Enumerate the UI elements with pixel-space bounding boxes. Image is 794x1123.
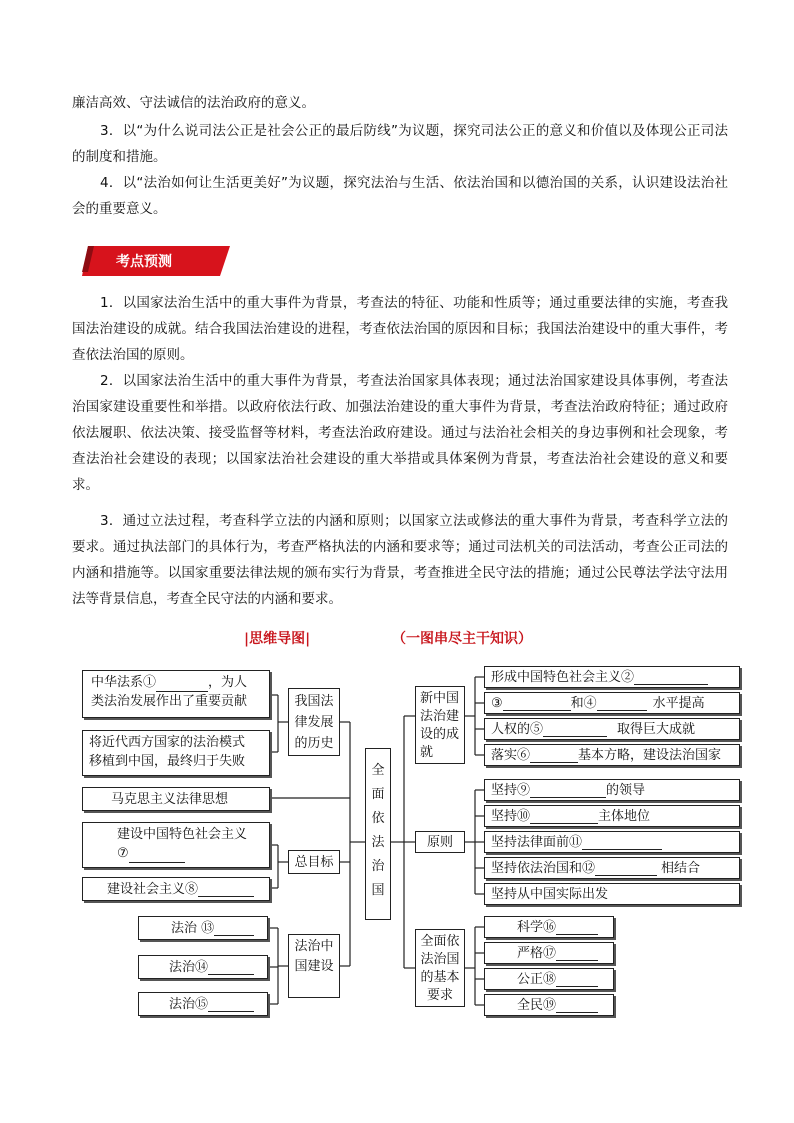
req-item-2 [484,942,614,964]
principle-item-4-a: 坚持依法治国和⑫ [491,860,596,876]
history-item-2 [82,730,270,776]
req-item-4 [484,994,614,1016]
mindmap-subtitle: （一图串尽主干知识） [392,631,532,647]
goal-item-1-a: 建设中国特色社会主义 [117,827,248,842]
prediction-1: 1．以国家法治生活中的重大事件为背景，考查法的特征、功能和性质等；通过重要法律的实施，考查我国法治建设的成就。结合我国法治建设的进程，考查依法治国的原因和目标；我国法治建设中的重大事件，考查依法治国的原则。 [72,295,728,363]
mindmap-title: |思维导图| [244,631,311,647]
build-item-2-text: 法治⑭ [169,959,209,975]
achieve-item-3-a: 人权的⑤ [491,721,544,737]
req-label: 全面依法治国的基本要求 [415,929,465,1007]
build-item-2 [138,955,268,979]
topic-3: 3．以“为什么说司法公正是社会公正的最后防线”为议题，探究司法公正的意义和价值以及体现公正司法的制度和措施。 [72,123,728,165]
principle-item-3-text: 坚持法律面前⑪ [491,834,583,850]
prediction-2: 2．以国家法治生活中的重大事件为背景，考查法治国家具体表现；通过法治国家建设具体事例，考查法治国家建设重要性和举措。以政府依法行政、加强法治建设的重大事件为背景，考查法治政府特征；通过政府依法履职、依法决策、接受监督等材料，考查法治政府建设。通过与法治社会相关的身边事例和社会现象，考查法治社会建设的表现；以国家法治社会建设的重大举措或具体案例为背景，考查法治社会建设的意义和要求。 [72,373,728,493]
goal-item-1 [82,822,270,868]
principle-item-3 [484,831,740,853]
achieve-item-4 [484,744,740,766]
principle-item-2-a: 坚持⑩ [491,808,531,824]
principle-label: 原则 [415,831,465,853]
build-item-1-text: 法治 ⑬ [171,920,215,936]
principle-item-5: 坚持从中国实际出发 [484,883,740,905]
achieve-item-3 [484,718,740,740]
req-item-4-text: 全民⑲ [517,997,557,1013]
req-item-3-text: 公正⑱ [517,971,557,987]
achieve-item-2 [484,692,740,714]
build-item-1 [138,916,268,940]
principle-item-1-a: 坚持⑨ [491,782,531,798]
achieve-item-2-a: ③ [491,695,503,711]
achieve-item-2-c: 水平提高 [652,695,705,711]
build-item-3 [138,992,268,1016]
goal-item-2 [82,877,270,901]
history-label: 我国法律发展的历史 [288,688,340,756]
history-item-1-a: 中华法系① [91,675,157,690]
principle-item-2 [484,805,740,827]
goal-item-1-b: ⑦ [117,846,129,861]
req-item-1-text: 科学⑯ [517,919,557,935]
principle-item-1 [484,779,740,801]
intro-tail: 廉洁高效、守法诚信的法治政府的意义。 [72,95,315,111]
achieve-label: 新中国法治建设的成就 [415,686,465,764]
center-node: 全面依法治国 [365,748,391,920]
achieve-item-4-b: 基本方略，建设法治国家 [578,747,722,763]
history-item-1 [82,670,270,718]
principle-item-4-b: 相结合 [661,860,701,876]
topic-4: 4．以“法治如何让生活更美好”为议题，探究法治与生活、依法治国和以德治国的关系，认识建设法治社会的重要意义。 [72,175,728,217]
banner-label: 考点预测 [116,254,172,270]
achieve-item-1-text: 形成中国特色社会主义② [491,669,635,685]
build-item-3-text: 法治⑮ [169,996,209,1012]
prediction-3: 3．通过立法过程，考查科学立法的内涵和原则；以国家立法或修法的重大事件为背景，考查科学立法的要求。通过执法部门的具体行为，考查严格执法的内涵和要求等；通过司法机关的司法活动，考查公正司法的内涵和措施等。以国家重要法律法规的颁布实行为背景，考查推进全民守法的措施；通过公民尊法学法守法用法等背景信息，考查全民守法的内涵和要求。 [72,513,728,607]
history-item-1-c: 类法治发展作出了重要贡献 [91,694,248,709]
history-item-1-b: ，为人 [208,675,248,690]
build-label: 法治中国建设 [288,934,340,998]
principle-item-4 [484,857,740,879]
req-item-1 [484,916,614,938]
principle-item-2-b: 主体地位 [598,808,651,824]
req-item-2-text: 严格⑰ [517,945,557,961]
achieve-item-2-b: 和④ [570,695,597,711]
marx-box: 马克思主义法律思想 [82,787,270,811]
principle-item-1-b: 的领导 [606,782,646,798]
achieve-item-4-a: 落实⑥ [491,747,531,763]
history-item-2-a: 将近代西方国家的法治模式 [89,735,246,750]
goal-item-2-text: 建设社会主义⑧ [107,881,199,897]
req-item-3 [484,968,614,990]
achieve-item-3-b: 取得巨大成就 [617,721,696,737]
goal-label: 总目标 [288,850,340,874]
achieve-item-1 [484,666,740,688]
history-item-2-b: 移植到中国，最终归于失败 [89,754,246,769]
